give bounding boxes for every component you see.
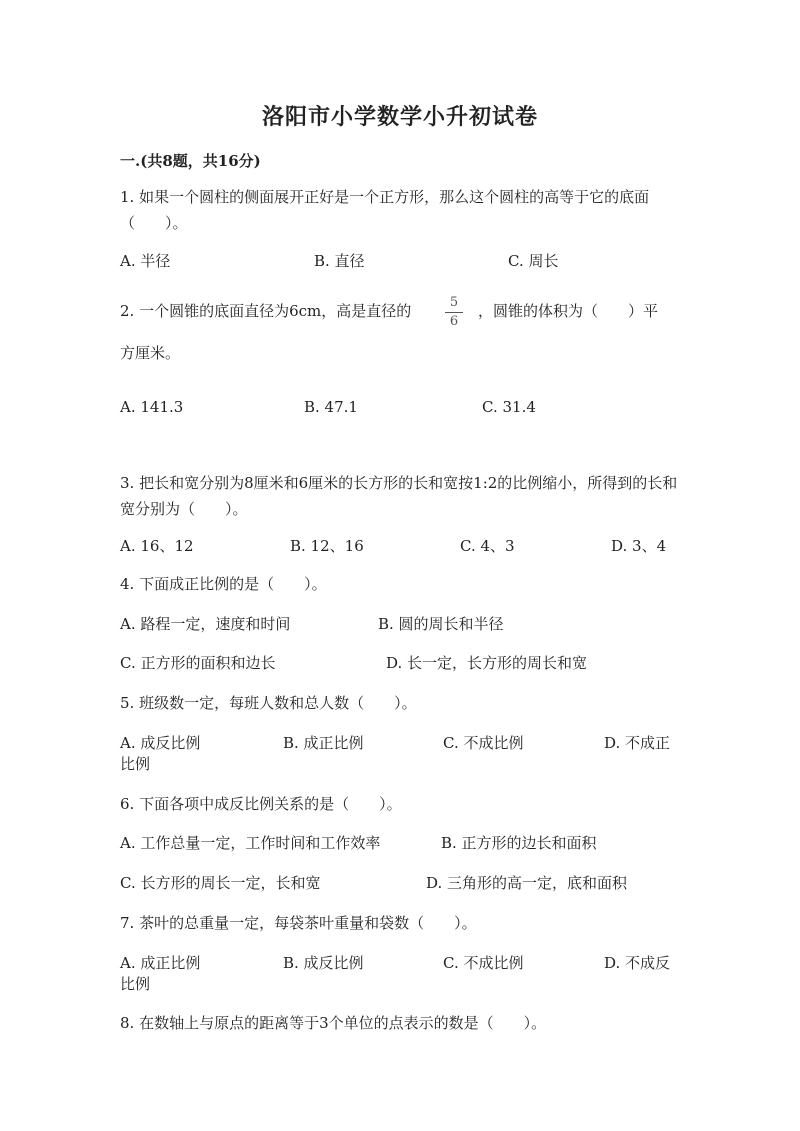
fraction-bar	[445, 312, 463, 313]
fraction	[445, 296, 463, 329]
question-5: 5. 班级数一定，每班人数和总人数（ ）。	[120, 694, 417, 712]
q5-option-a: A. 成反比例	[120, 734, 201, 752]
q6-option-b: B. 正方形的边长和面积	[441, 834, 597, 852]
q3-option-b: B. 12、16	[290, 537, 364, 555]
q7-option-d: D. 不成反	[604, 954, 671, 972]
q6-option-c: C. 长方形的周长一定，长和宽	[120, 874, 321, 892]
question-4: 4. 下面成正比例的是（ ）。	[120, 575, 327, 593]
q4-option-b: B. 圆的周长和半径	[378, 615, 504, 633]
q7-option-b: B. 成反比例	[283, 954, 364, 972]
question-2-part1: 2. 一个圆锥的底面直径为6cm，高是直径的	[120, 302, 412, 320]
section-heading: 一.(共8题，共16分)	[120, 152, 261, 170]
question-2-part2: ，圆锥的体积为（ ）平	[478, 302, 659, 320]
q7-option-a: A. 成正比例	[120, 954, 201, 972]
q4-option-a: A. 路程一定，速度和时间	[120, 615, 291, 633]
q2-option-c: C. 31.4	[482, 398, 536, 416]
q3-option-c: C. 4、3	[460, 537, 515, 555]
q2-option-a: A. 141.3	[120, 398, 184, 416]
q4-option-c: C. 正方形的面积和边长	[120, 654, 276, 672]
q1-option-a: A. 半径	[120, 252, 171, 270]
q3-option-d: D. 3、4	[611, 537, 667, 555]
fraction-numerator: 5	[449, 295, 459, 310]
q5-option-d-continued: 比例	[120, 755, 151, 773]
q6-option-d: D. 三角形的高一定，底和面积	[426, 874, 628, 892]
question-6: 6. 下面各项中成反比例关系的是（ ）。	[120, 795, 402, 813]
q7-option-d-continued: 比例	[120, 975, 151, 993]
question-8: 8. 在数轴上与原点的距离等于3个单位的点表示的数是（ ）。	[120, 1014, 547, 1032]
q3-option-a: A. 16、12	[120, 537, 194, 555]
fraction-denominator: 6	[449, 314, 459, 329]
page-title: 洛阳市小学数学小升初试卷	[261, 104, 538, 130]
q4-option-d: D. 长一定，长方形的周长和宽	[386, 654, 588, 672]
q5-option-c: C. 不成比例	[443, 734, 524, 752]
q5-option-d: D. 不成正	[604, 734, 671, 752]
question-2-line2: 方厘米。	[120, 344, 181, 362]
question-7: 7. 茶叶的总重量一定，每袋茶叶重量和袋数（ ）。	[120, 914, 477, 932]
q2-option-b: B. 47.1	[304, 398, 358, 416]
q7-option-c: C. 不成比例	[443, 954, 524, 972]
q1-option-b: B. 直径	[314, 252, 365, 270]
q5-option-b: B. 成正比例	[283, 734, 364, 752]
q6-option-a: A. 工作总量一定，工作时间和工作效率	[120, 834, 381, 852]
question-1: 1. 如果一个圆柱的侧面展开正好是一个正方形，那么这个圆柱的高等于它的底面（ ）。	[120, 188, 650, 232]
q1-option-c: C. 周长	[508, 252, 559, 270]
question-3: 3. 把长和宽分别为8厘米和6厘米的长方形的长和宽按1:2的比例缩小，所得到的长和宽分别为（ ）。	[120, 474, 678, 518]
